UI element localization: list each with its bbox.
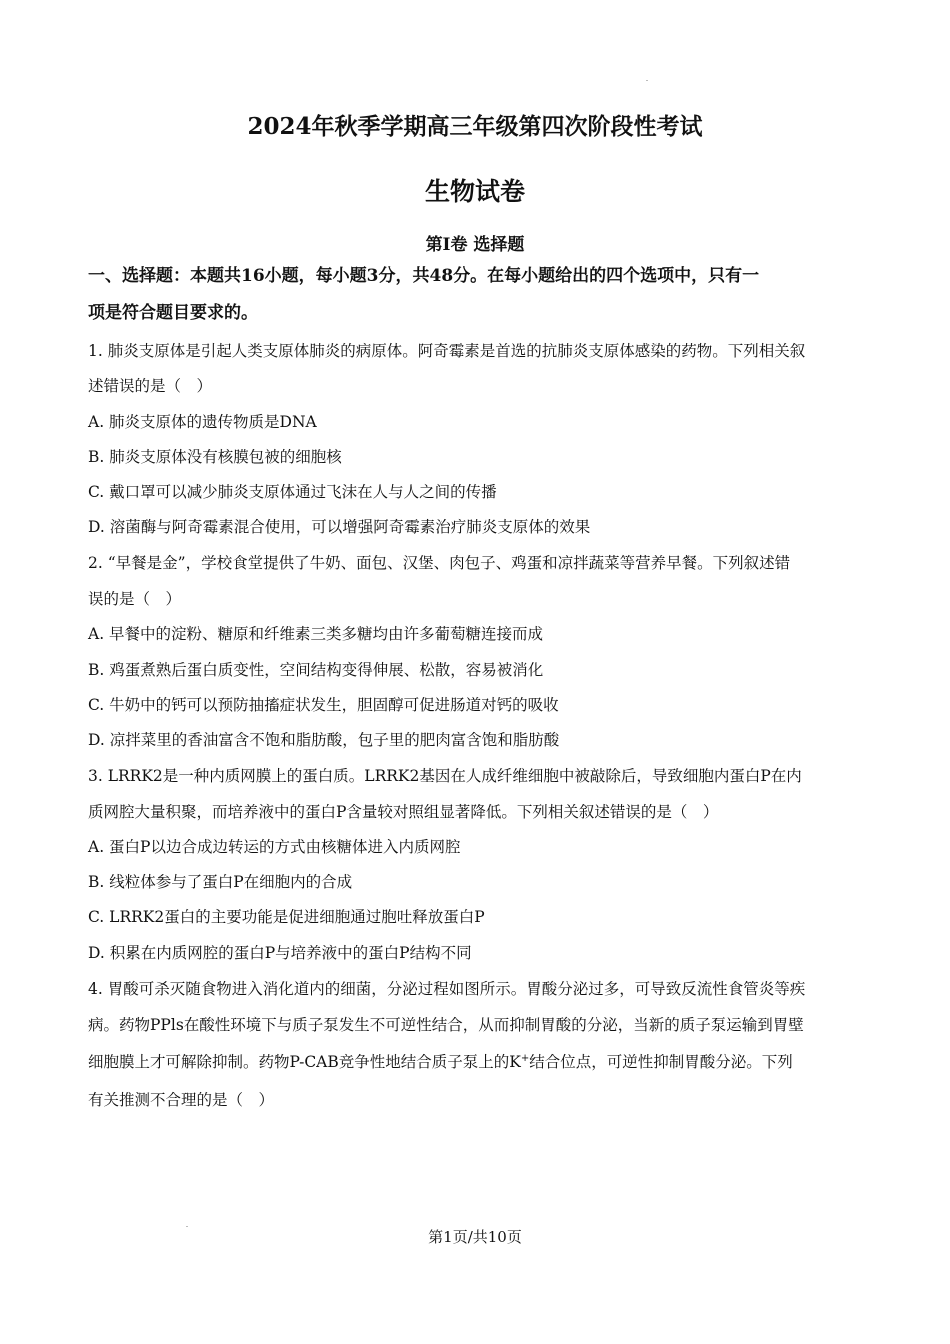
q2-option-a: A. 早餐中的淀粉、糖原和纤维素三类多糖均由许多葡萄糖连接而成 xyxy=(88,625,544,643)
q1-option-a: A. 肺炎支原体的遗传物质是DNA xyxy=(88,413,317,431)
scan-speck xyxy=(646,80,648,81)
q2-option-b: B. 鸡蛋煮熟后蛋白质变性，空间结构变得伸展、松散，容易被消化 xyxy=(88,661,544,679)
exam-title: 2024年秋季学期高三年级第四次阶段性考试 xyxy=(247,113,703,140)
q3-option-a: A. 蛋白P以边合成边转运的方式由核糖体进入内质网腔 xyxy=(88,838,461,856)
section-heading-line1: 一、选择题：本题共16小题，每小题3分，共48分。在每小题给出的四个选项中，只有一 xyxy=(88,266,760,286)
q4-stem-line1: 4. 胃酸可杀灭随食物进入消化道内的细菌，分泌过程如图所示。胃酸分泌过多，可导致反流性食管炎等疾 xyxy=(88,980,806,998)
q3-option-c: C. LRRK2蛋白的主要功能是促进细胞通过胞吐释放蛋白P xyxy=(88,908,485,926)
q1-option-d: D. 溶菌酶与阿奇霉素混合使用，可以增强阿奇霉素治疗肺炎支原体的效果 xyxy=(88,518,591,536)
q1-option-c: C. 戴口罩可以减少肺炎支原体通过飞沫在人与人之间的传播 xyxy=(88,483,497,501)
part-title: 第Ⅰ卷 选择题 xyxy=(425,235,525,255)
page-number: 第1页/共10页 xyxy=(428,1228,522,1246)
q2-stem-line1: 2. “早餐是金”，学校食堂提供了牛奶、面包、汉堡、肉包子、鸡蛋和凉拌蔬菜等营养早餐。下列叙述错 xyxy=(88,554,791,572)
q1-stem-line2: 述错误的是（ ） xyxy=(88,377,213,395)
q3-stem-line1: 3. LRRK2是一种内质网膜上的蛋白质。LRRK2基因在人成纤维细胞中被敲除后，导致细胞内蛋白P在内 xyxy=(88,767,802,785)
section-heading-line2: 项是符合题目要求的。 xyxy=(88,303,258,323)
q4-stem-line2: 病。药物PPls在酸性环境下与质子泵发生不可逆性结合，从而抑制胃酸的分泌，当新的质子泵运输到胃壁 xyxy=(88,1016,804,1034)
q4-stem-line3 xyxy=(88,1052,868,1072)
q1-stem-line1: 1. 肺炎支原体是引起人类支原体肺炎的病原体。阿奇霉素是首选的抗肺炎支原体感染的药物。下列相关叙 xyxy=(88,342,806,360)
q3-option-b: B. 线粒体参与了蛋白P在细胞内的合成 xyxy=(88,873,353,891)
q4-stem-line3-b: 结合位点，可逆性抑制胃酸分泌。下列 xyxy=(529,1053,793,1071)
subject-title: 生物试卷 xyxy=(424,177,525,206)
q4-stem-line3-a: 细胞膜上才可解除抑制。药物P-CAB竞争性地结合质子泵上的K xyxy=(88,1053,521,1071)
q1-option-b: B. 肺炎支原体没有核膜包被的细胞核 xyxy=(88,448,342,466)
potassium-superscript: + xyxy=(520,1052,530,1064)
q2-stem-line2: 误的是（ ） xyxy=(88,590,182,608)
q2-option-d: D. 凉拌菜里的香油富含不饱和脂肪酸，包子里的肥肉富含饱和脂肪酸 xyxy=(88,731,560,749)
q4-stem-line4: 有关推测不合理的是（ ） xyxy=(88,1091,275,1109)
q3-option-d: D. 积累在内质网腔的蛋白P与培养液中的蛋白P结构不同 xyxy=(88,944,472,962)
q3-stem-line2: 质网腔大量积聚，而培养液中的蛋白P含量较对照组显著降低。下列相关叙述错误的是（ ） xyxy=(88,803,719,821)
q2-option-c: C. 牛奶中的钙可以预防抽搐症状发生，胆固醇可促进肠道对钙的吸收 xyxy=(88,696,559,714)
